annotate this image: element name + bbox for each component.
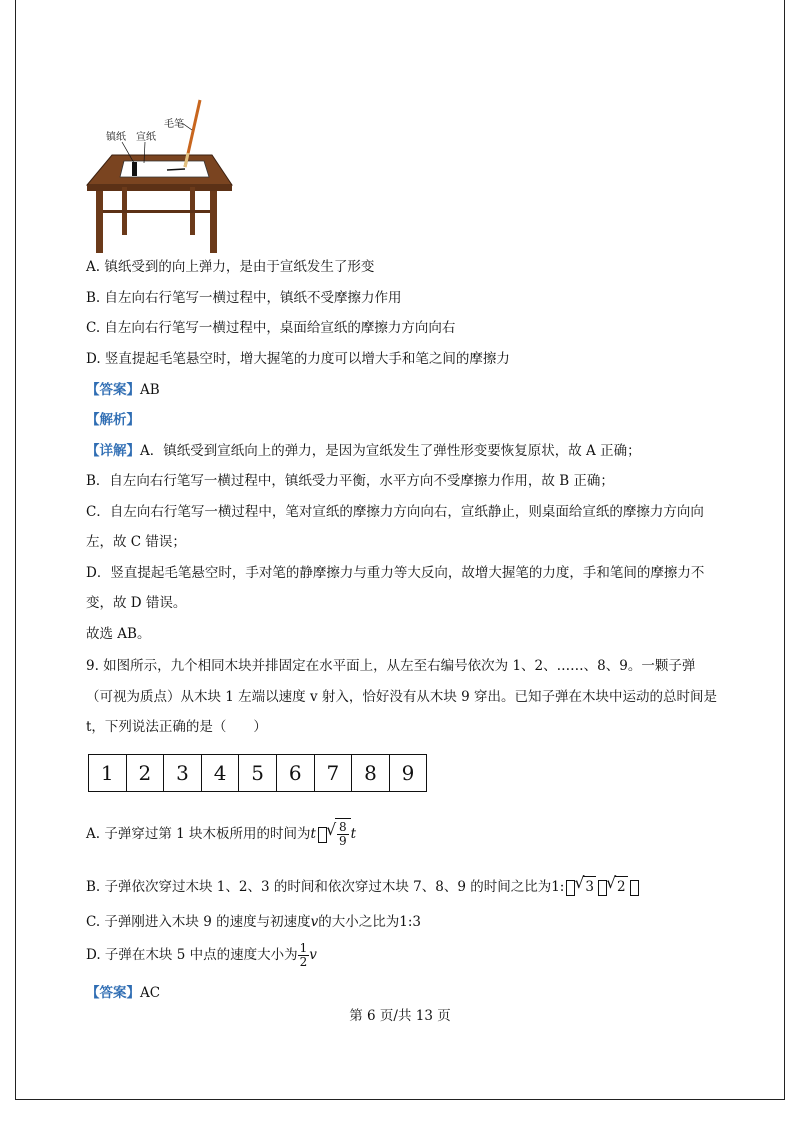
detail-line-4: 左，故 C 错误； xyxy=(86,534,186,550)
analysis-tag: 【解析】 xyxy=(86,412,140,428)
detail-tag: 【详解】 xyxy=(86,443,140,459)
answer-value: AB xyxy=(140,382,160,398)
detail-line-7: 故选 AB。 xyxy=(86,626,151,642)
q8-option-a: A. 镇纸受到的向上弹力，是由于宣纸发生了形变 xyxy=(86,259,375,275)
answer-tag: 【答案】 xyxy=(86,985,140,1001)
q8-option-b: B. 自左向右行笔写一横过程中，镇纸不受摩擦力作用 xyxy=(86,290,402,306)
q8-option-c: C. 自左向右行笔写一横过程中，桌面给宣纸的摩擦力方向向右 xyxy=(86,320,456,336)
wood-blocks xyxy=(88,754,427,792)
q8-answer xyxy=(86,380,160,400)
q9-answer xyxy=(86,983,160,1003)
label-brush: 毛笔 xyxy=(164,119,184,130)
detail-line-1: 【详解】A．镇纸受到宣纸向上的弹力，是因为宣纸发生了弹性形变要恢复原状，故 A 正确； xyxy=(86,443,641,459)
label-weight: 镇纸 xyxy=(106,132,126,143)
detail-line-3: C．自左向右行笔写一横过程中，笔对宣纸的摩擦力方向向右，宣纸静止，则桌面给宣纸的摩擦力方向向 xyxy=(86,504,704,520)
page-footer: 第 6 页/共 13 页 xyxy=(349,1008,451,1024)
answer-value: AC xyxy=(140,985,161,1001)
q9-option-c: C. 子弹刚进入木块 9 的速度与初速度v的大小之比为1:3 xyxy=(86,914,421,930)
block: 8 xyxy=(352,755,390,791)
block: 7 xyxy=(315,755,353,791)
label-paper: 宣纸 xyxy=(136,132,156,143)
q9-option-a: A. 子弹穿过第 1 块木板所用的时间为t √ $\frac{8}{9}$ t xyxy=(86,818,356,849)
q9-stem-1: 9. 如图所示，九个相同木块并排固定在水平面上，从左至右编号依次为 1、2、……、8、9。一颗子弹 xyxy=(86,658,696,674)
q9-stem-2: （可视为质点）从木块 1 左端以速度 v 射入，恰好没有从木块 9 穿出。已知子弹在木块中运动的总时间是 xyxy=(86,689,718,705)
block: 9 xyxy=(401,761,415,785)
block: 5 xyxy=(239,755,277,791)
block: 2 xyxy=(127,755,165,791)
detail-line-2: B．自左向右行笔写一横过程中，镇纸受力平衡，水平方向不受摩擦力作用，故 B 正确； xyxy=(86,473,614,489)
answer-tag: 【答案】 xyxy=(86,382,140,398)
q8-option-d: D. 竖直提起毛笔悬空时，增大握笔的力度可以增大手和笔之间的摩擦力 xyxy=(86,351,510,367)
detail-line-6: 变，故 D 错误。 xyxy=(86,595,187,611)
table-figure xyxy=(82,95,242,255)
block: 3 xyxy=(164,755,202,791)
detail-line-5: D．竖直提起毛笔悬空时，手对笔的静摩擦力与重力等大反向，故增大握笔的力度，手和笔间的摩擦力不 xyxy=(86,565,705,581)
q9-option-b: B. 子弹依次穿过木块 1、2、3 的时间和依次穿过木块 7、8、9 的时间之比为1:√ 3√ 2 xyxy=(86,876,641,897)
block: 6 xyxy=(277,755,315,791)
q9-stem-3: t，下列说法正确的是（ ） xyxy=(86,719,267,735)
q9-option-d: D. 子弹在木块 5 中点的速度大小为 $\frac{1}{2}$ v xyxy=(86,941,317,969)
block: 4 xyxy=(202,755,240,791)
block: 1 xyxy=(89,755,127,791)
